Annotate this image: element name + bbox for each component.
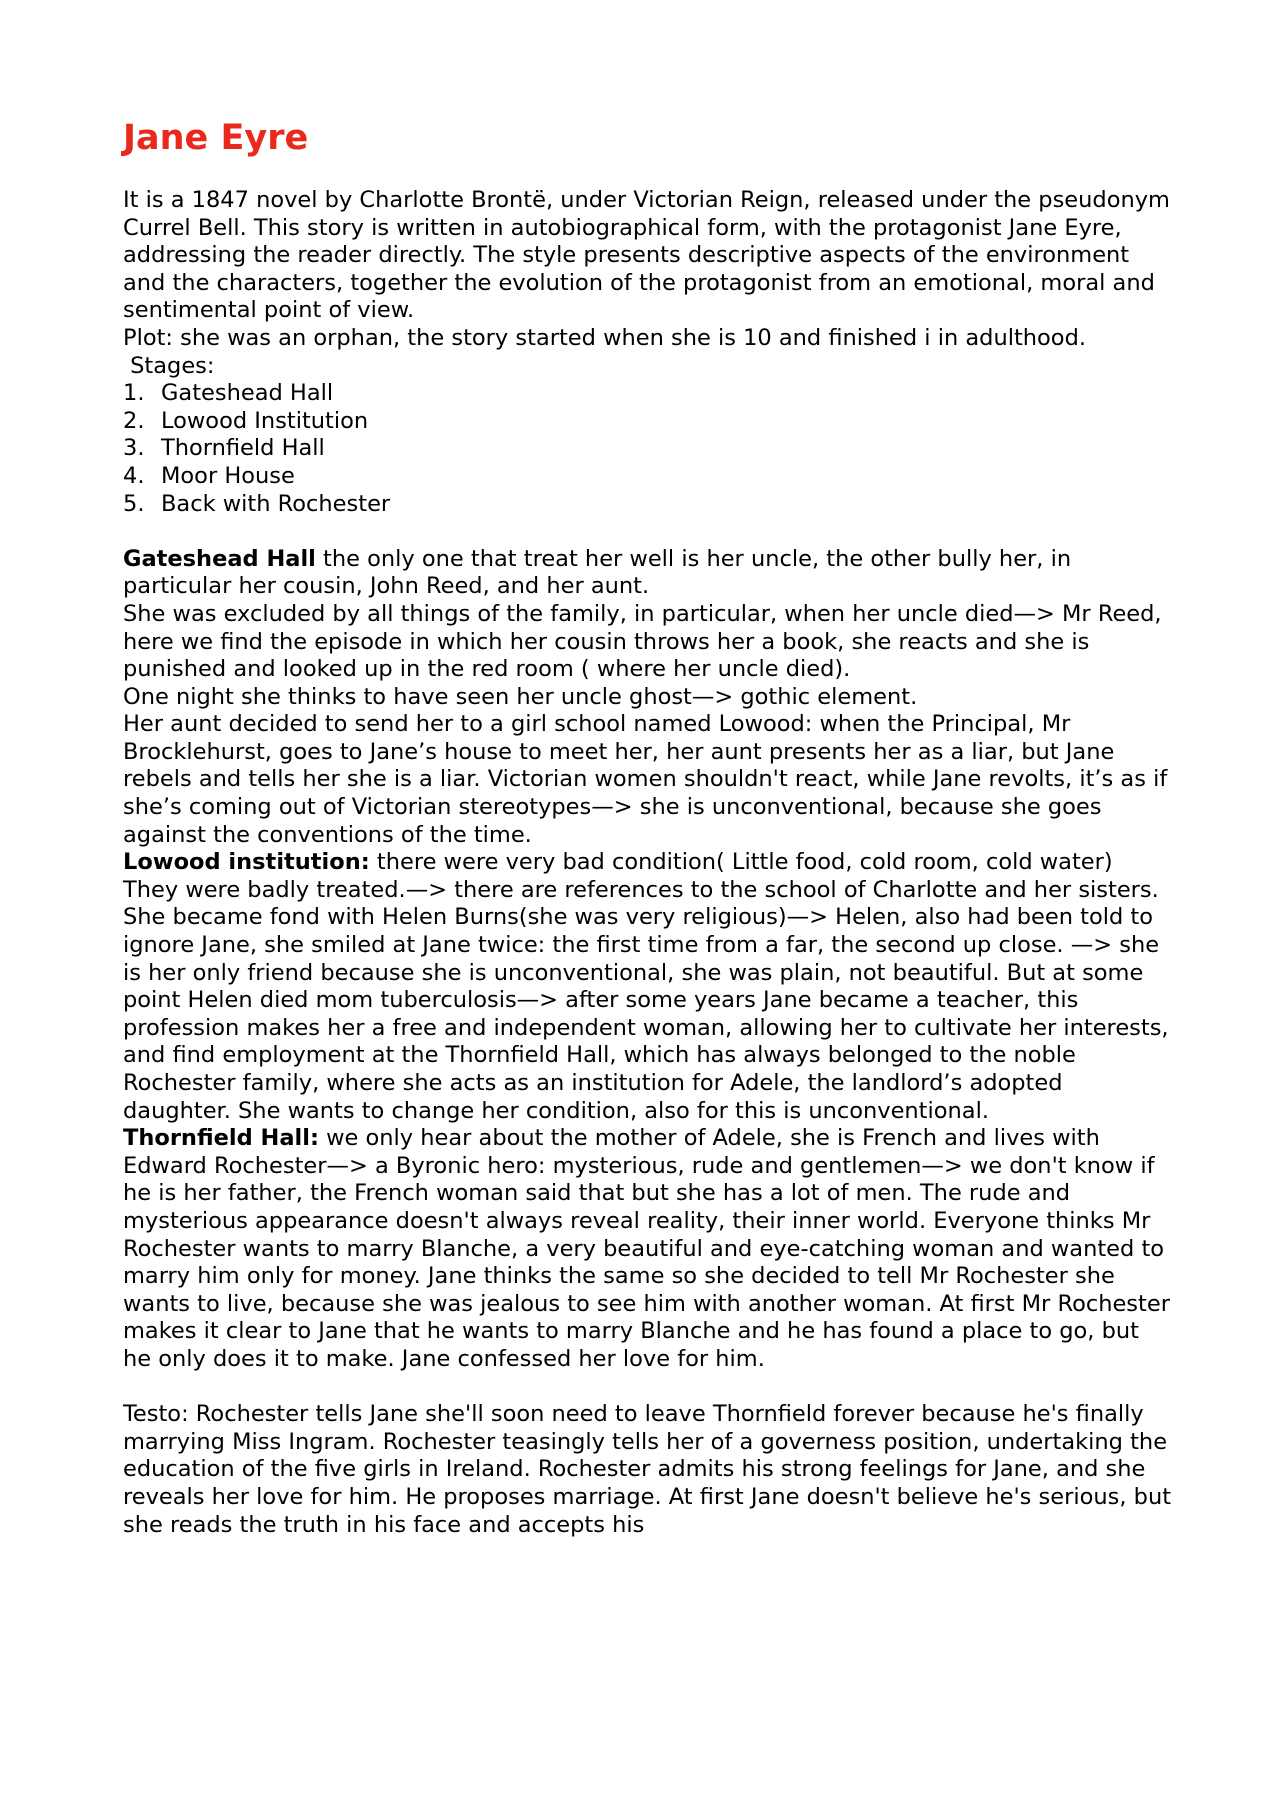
gateshead-paragraph-4: Her aunt decided to send her to a girl school named Lowood: when the Principal, Mr Brocklehurst, goes to Jane’s house to meet her, her aunt presents her as a liar, but Jane rebels and tells her she is a liar. Victorian women shouldn't react, while Jane revolts, it’s as if she’s coming out of Victorian stereotypes—> she is unconventional, because she goes against the conventions of the time. (123, 711, 1168, 848)
stages-list (123, 380, 1173, 518)
lowood-paragraph (123, 849, 1173, 877)
list-item (123, 435, 1173, 463)
gateshead-paragraph-2: She was excluded by all things of the family, in particular, when her uncle died—> Mr Reed, here we find the episode in which her cousin throws her a book, she reacts and she is punished and looked up in the red room ( where her uncle died). (123, 600, 1162, 683)
gateshead-paragraph (123, 546, 1173, 601)
list-item (123, 380, 1173, 408)
list-number: 5. (123, 490, 145, 517)
plot-paragraph: Plot: she was an orphan, the story started when she is 10 and finished i in adulthood. (123, 324, 1087, 351)
list-number: 3. (123, 435, 145, 462)
stages-label: Stages: (123, 352, 215, 379)
thornfield-heading: Thornfield Hall: (123, 1125, 319, 1152)
spacer (123, 1374, 1173, 1402)
gateshead-text: the only one that treat her well is her uncle, the other bully her, in particular her cousin, John Reed, and her aunt. (123, 545, 1072, 600)
list-item-label: Gateshead Hall (161, 380, 334, 407)
lowood-paragraph-2: They were badly treated.—> there are references to the school of Charlotte and her sisters. (123, 876, 1159, 903)
list-item (123, 463, 1173, 491)
list-number: 1. (123, 380, 145, 407)
list-item-label: Lowood Institution (161, 407, 369, 434)
document-title: Jane Eyre (123, 118, 309, 158)
spacer (123, 518, 1173, 546)
lowood-paragraph-3: She became fond with Helen Burns(she was very religious)—> Helen, also had been told to ignore Jane, she smiled at Jane twice: the first time from a far, the second up close. —> she is her only friend because she is unconventional, she was plain, not beautiful. But at some point Helen died mom tuberculosis—> after some years Jane became a teacher, this profession makes her a free and independent woman, allowing her to cultivate her interests, and find employment at the Thornfield Hall, which has always belonged to the noble Rochester family, where she acts as an institution for Adele, the landlord’s adopted daughter. She wants to change her condition, also for this is unconventional. (123, 904, 1169, 1124)
list-item-label: Back with Rochester (161, 490, 391, 517)
gateshead-heading: Gateshead Hall (123, 545, 316, 572)
list-number: 4. (123, 462, 145, 489)
list-number: 2. (123, 407, 145, 434)
list-item (123, 491, 1173, 519)
gateshead-paragraph-3: One night she thinks to have seen her uncle ghost—> gothic element. (123, 683, 918, 710)
list-item-label: Thornfield Hall (161, 435, 325, 462)
document-page (123, 118, 1173, 1539)
lowood-text: there were very bad condition( Little food, cold room, cold water) (369, 849, 1113, 876)
list-item-label: Moor House (161, 462, 295, 489)
testo-paragraph: Testo: Rochester tells Jane she'll soon need to leave Thornfield forever because he's finally marrying Miss Ingram. Rochester teasingly tells her of a governess position, undertaking the education of the five girls in Ireland. Rochester admits his strong feelings for Jane, and she reveals her love for him. He proposes marriage. At first Jane doesn't believe he's serious, but she reads the truth in his face and accepts his (123, 1401, 1172, 1538)
thornfield-paragraph (123, 1125, 1173, 1373)
thornfield-text: we only hear about the mother of Adele, she is French and lives with Edward Rochester—> a Byronic hero: mysterious, rude and gentlemen—> we don't know if he is her father, the French woman said that but she has a lot of men. The rude and mysterious appearance doesn't always reveal reality, their inner world. Everyone thinks Mr Rochester wants to marry Blanche, a very beautiful and eye-catching woman and wanted to marry him only for money. Jane thinks the same so she decided to tell Mr Rochester she wants to live, because she was jealous to see him with another woman. At first Mr Rochester makes it clear to Jane that he wants to marry Blanche and he has found a place to go, but he only does it to make. Jane confessed her love for him. (123, 1125, 1170, 1372)
list-item (123, 408, 1173, 436)
intro-paragraph: It is a 1847 novel by Charlotte Brontë, under Victorian Reign, released under the pseudonym Currel Bell. This story is written in autobiographical form, with the protagonist Jane Eyre, addressing the reader directly. The style presents descriptive aspects of the environment and the characters, together the evolution of the protagonist from an emotional, moral and sentimental point of view. (123, 187, 1170, 324)
lowood-heading: Lowood institution: (123, 849, 370, 876)
